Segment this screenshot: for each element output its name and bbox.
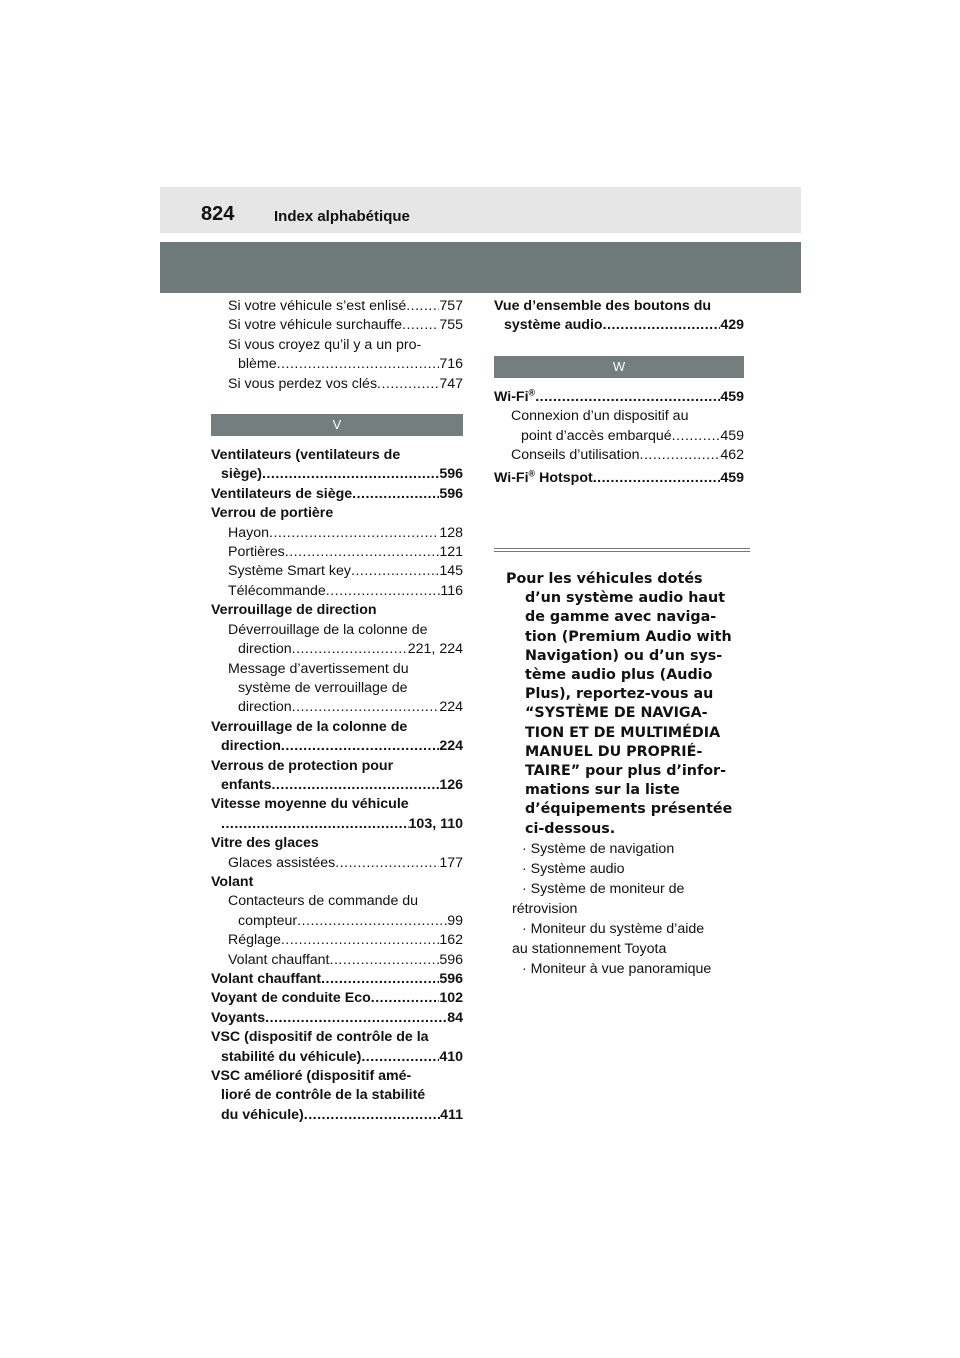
index-entry: Vitesse moyenne du véhicule ..... 103, 110: [211, 795, 463, 834]
index-entry: Wi-Fi® Hotspot ..... 459: [494, 469, 744, 488]
list-item: rétrovision: [512, 900, 578, 917]
header-dark-band: [160, 242, 801, 293]
index-entry: VSC (dispositif de contrôle de la stabilité du véhicule) ..... 410: [211, 1028, 463, 1067]
index-subentry: Volant chauffant ..... 596: [211, 951, 463, 970]
index-subentry: Hayon ..... 128: [211, 524, 463, 543]
index-column-right: [494, 297, 744, 489]
index-entry: Si vous croyez qu’il y a un pro- blème ..... 716: [211, 336, 463, 375]
index-entry: Verrous de protection pour enfants ..... 126: [211, 757, 463, 796]
list-item: · Système de moniteur de: [522, 880, 685, 897]
list-item: · Système de navigation: [522, 840, 675, 857]
index-entry: Vitre des glaces: [211, 835, 319, 852]
index-entry: Ventilateurs de siège ..... 596: [211, 485, 463, 504]
index-entry: VSC amélioré (dispositif amé- lioré de contrôle de la stabilité du véhicule) ..... 411: [211, 1067, 463, 1125]
header-band: [160, 187, 801, 233]
list-item: · Moniteur du système d’aide: [522, 920, 705, 937]
double-rule-divider: [494, 548, 750, 552]
index-subentry: Message d’avertissement du système de verrouillage de direction ..... 224: [211, 660, 463, 718]
index-entry: Voyants ..... 84: [211, 1009, 463, 1028]
index-entry: Verrouillage de la colonne de direction ..... 224: [211, 718, 463, 757]
page-number: 824: [201, 203, 235, 225]
index-column-left: [211, 297, 463, 1125]
index-subentry: Contacteurs de commande du compteur ..... 99: [211, 892, 463, 931]
index-entry: Wi-Fi® ..... 459: [494, 388, 744, 407]
section-header-w: W: [494, 356, 744, 378]
index-subentry: Glaces assistées ..... 177: [211, 854, 463, 873]
index-subentry: Portières ..... 121: [211, 543, 463, 562]
index-entry: Verrou de portière: [211, 505, 334, 522]
index-entry: Verrouillage de direction: [211, 602, 377, 619]
page-title: Index alphabétique: [274, 208, 410, 225]
index-subentry: Télécommande ..... 116: [211, 582, 463, 601]
section-header-v: V: [211, 414, 463, 436]
index-subentry: Déverrouillage de la colonne de direction ..... 221, 224: [211, 621, 463, 660]
index-entry: Si votre véhicule s’est enlisé ..... 757: [211, 297, 463, 316]
note-list: [494, 839, 750, 979]
index-entry: Si vous perdez vos clés ..... 747: [211, 375, 463, 394]
list-item: · Moniteur à vue panoramique: [522, 960, 712, 977]
index-entry: Si votre véhicule surchauffe ..... 755: [211, 316, 463, 335]
index-subentry: Connexion d’un dispositif au point d’accès embarqué ..... 459: [494, 407, 744, 446]
note-block: [494, 548, 750, 979]
index-entry: Vue d’ensemble des boutons du système audio ..... 429: [494, 297, 744, 336]
index-entry: Volant: [211, 873, 254, 890]
index-entry: Volant chauffant ..... 596: [211, 970, 463, 989]
list-item: au stationnement Toyota: [512, 940, 667, 957]
index-entry: Voyant de conduite Eco ..... 102: [211, 989, 463, 1008]
list-item: · Système audio: [522, 860, 625, 877]
note-text: Pour les véhicules dotés d’un système audio haut de gamme avec naviga- tion (Premium Audio with Navigation) ou d’un sys- tème audio plus (Audio Plus), reportez-vous au “SYSTÈME DE NAVIGA- TION ET DE MULTIMÉDIA MANUEL DU PROPRIÉ- TAIRE” pour plus d’infor- mations sur la liste d’équipements présentée ci-dessous.: [506, 571, 733, 837]
index-subentry: Système Smart key ..... 145: [211, 562, 463, 581]
index-entry: Ventilateurs (ventilateurs de siège) ..... 596: [211, 446, 463, 485]
index-subentry: Réglage ..... 162: [211, 931, 463, 950]
index-subentry: Conseils d’utilisation ..... 462: [494, 446, 744, 465]
